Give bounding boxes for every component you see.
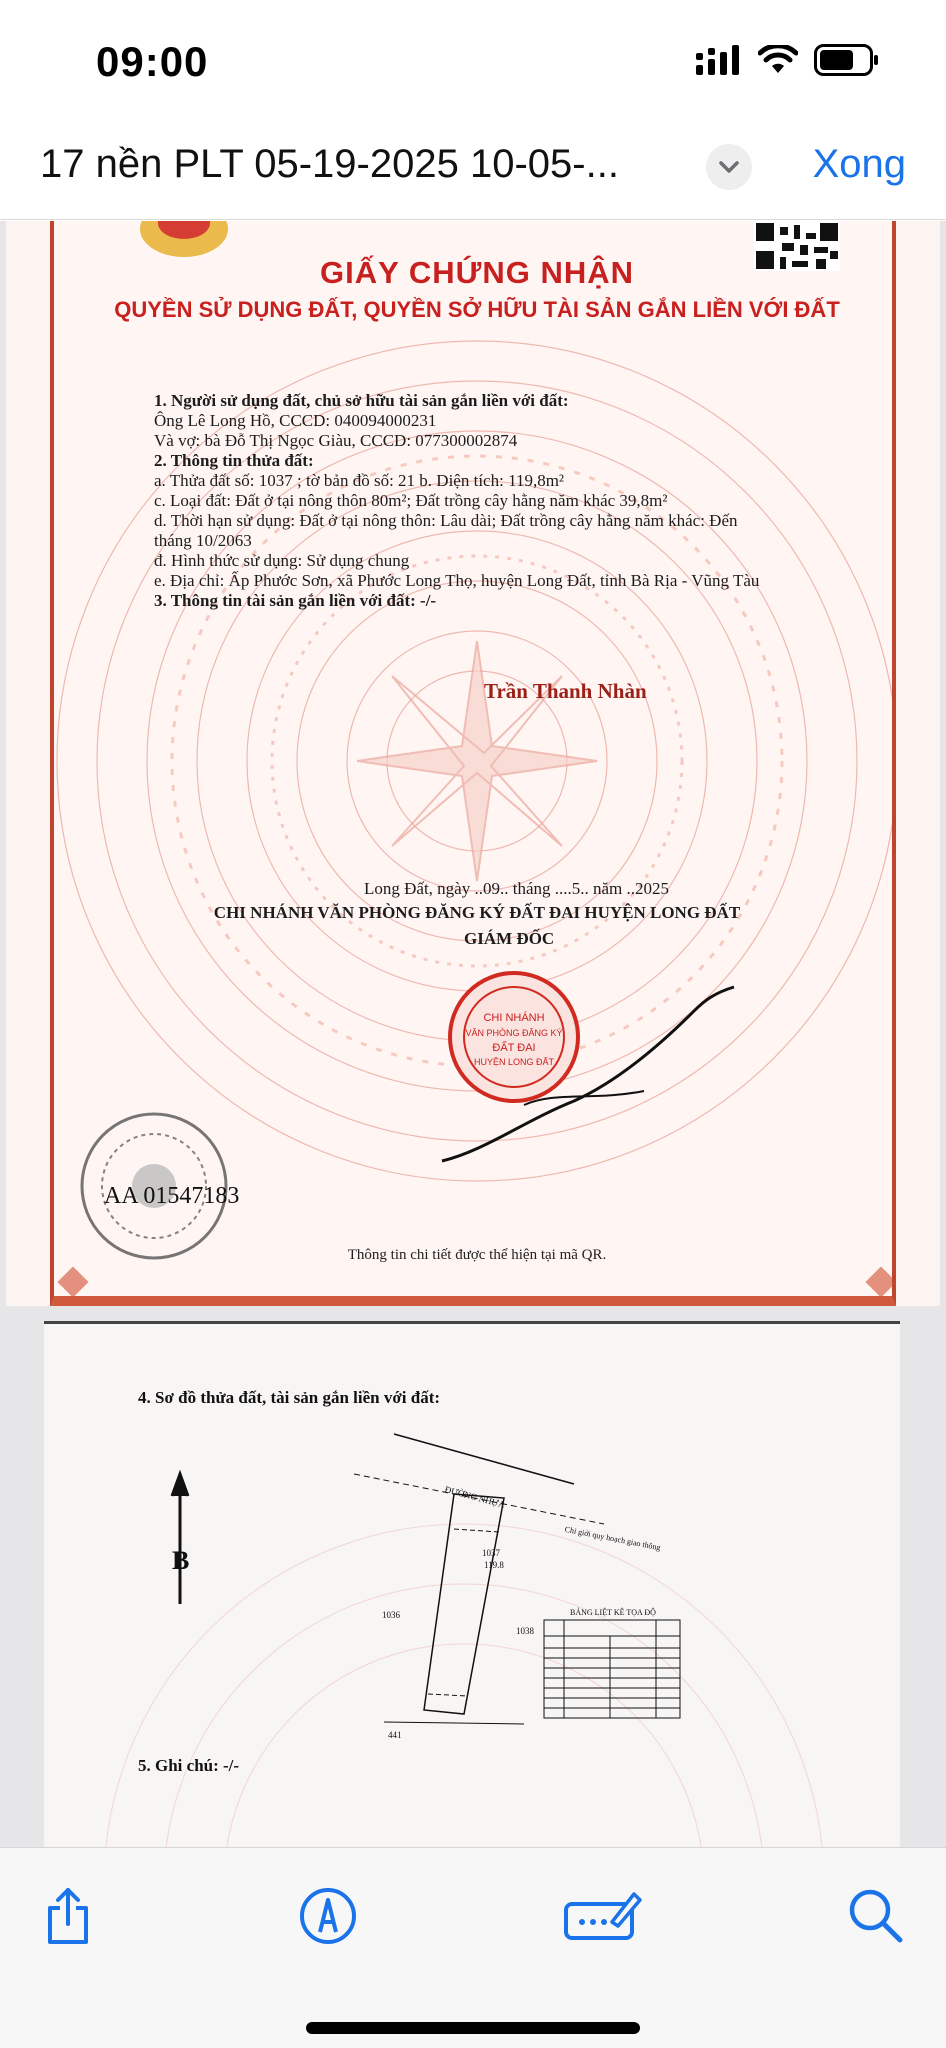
coordinate-table [544, 1620, 680, 1718]
status-bar [0, 0, 946, 120]
bottom-toolbar [0, 1847, 946, 2048]
document-title[interactable]: 17 nền PLT 05-19-2025 10-05-... [40, 142, 619, 186]
diagram-heading: 4. Sơ đồ thửa đất, tài sản gắn liền với đất: [138, 1388, 441, 1407]
page-2 [44, 1321, 900, 1847]
page-1 [6, 221, 940, 1306]
section-2-heading: 2. Thông tin thửa đất: [154, 451, 314, 470]
address-line: e. Địa chỉ: Ấp Phước Sơn, xã Phước Long Thọ, huyện Long Đất, tỉnh Bà Rịa - Vũng Tàu [154, 571, 760, 590]
qr-note: Thông tin chi tiết được thể hiện tại mã QR. [347, 1247, 607, 1263]
certificate-title: GIẤY CHỨNG NHẬN [320, 255, 634, 290]
term-line-1: d. Thời hạn sử dụng: Đất ở tại nông thôn: Lâu dài; Đất trồng cây hằng năm khác: Đến [154, 511, 738, 530]
north-label: B [172, 1546, 190, 1575]
status-icons [696, 44, 880, 76]
neighbor-bottom: 441 [388, 1730, 402, 1740]
svg-text:CHI NHÁNH: CHI NHÁNH [483, 1012, 545, 1024]
official-stamp [450, 973, 578, 1101]
table-title: BẢNG LIỆT KÊ TỌA ĐỘ [570, 1608, 656, 1617]
usage-form-line: đ. Hình thức sử dụng: Sử dụng chung [154, 551, 410, 570]
neighbor-right: 1038 [516, 1626, 534, 1636]
term-line-2: tháng 10/2063 [154, 531, 252, 550]
signature-icon[interactable] [562, 1884, 642, 1948]
owner-line: Ông Lê Long Hồ, CCCD: 040094000231 [154, 411, 437, 430]
svg-text:VĂN PHÒNG ĐĂNG KÝ: VĂN PHÒNG ĐĂNG KÝ [465, 1028, 563, 1038]
certificate-frame [50, 221, 896, 1306]
guilloche-background [54, 221, 896, 1306]
markup-icon[interactable] [296, 1884, 360, 1948]
wifi-icon [758, 45, 798, 75]
status-time: 09:00 [96, 38, 209, 85]
boundary-note: Chỉ giới quy hoạch giao thông [564, 1524, 662, 1553]
document-viewer[interactable] [0, 221, 946, 1847]
emblem [140, 221, 228, 257]
serial-number: AA 01547183 [104, 1183, 240, 1209]
north-arrow [172, 1474, 188, 1604]
certificate-body [154, 391, 854, 611]
signer-role: GIÁM ĐỐC [464, 929, 555, 948]
signal-icon [696, 45, 742, 75]
neighbor-left: 1036 [382, 1610, 400, 1620]
search-icon[interactable] [844, 1884, 908, 1948]
parcel-line: a. Thửa đất số: 1037 ; tờ bản đồ số: 21 b. Diện tích: 119,8m² [154, 471, 565, 490]
land-type-line: c. Loại đất: Đất ở tại nông thôn 80m²; Đất trồng cây hằng năm khác 39,8m² [154, 491, 668, 510]
spouse-line: Và vợ: bà Đỗ Thị Ngọc Giàu, CCCD: 077300002874 [154, 431, 518, 450]
road-label: ĐƯỜNG NHỰA [443, 1484, 506, 1510]
notes-heading: 5. Ghi chú: -/- [138, 1756, 240, 1775]
battery-icon [814, 44, 880, 76]
parcel-number: 1037 [482, 1548, 500, 1558]
issuing-office: CHI NHÁNH VĂN PHÒNG ĐĂNG KÝ ĐẤT ĐAI HUYỆN LONG ĐẤT [213, 903, 741, 922]
svg-text:HUYỆN LONG ĐẤT: HUYỆN LONG ĐẤT [473, 1057, 555, 1067]
nav-header [0, 120, 946, 220]
signer-name: Trần Thanh Nhàn [484, 679, 647, 703]
share-icon[interactable] [36, 1884, 100, 1948]
chevron-down-icon[interactable] [706, 144, 752, 190]
issue-date: Long Đất, ngày ..09.. tháng ....5.. năm ..2025 [364, 879, 670, 898]
section-3-line: 3. Thông tin tài sản gắn liền với đất: -/- [154, 591, 437, 610]
svg-text:ĐẤT ĐAI: ĐẤT ĐAI [492, 1042, 536, 1054]
parcel-area: 119.8 [484, 1560, 504, 1570]
done-button[interactable]: Xong [812, 142, 906, 186]
certificate-subtitle: QUYỀN SỬ DỤNG ĐẤT, QUYỀN SỞ HỮU TÀI SẢN GẮN LIỀN VỚI ĐẤT [114, 297, 840, 322]
home-indicator[interactable] [306, 2022, 640, 2034]
section-1-heading: 1. Người sử dụng đất, chủ sở hữu tài sản gắn liền với đất: [154, 391, 569, 410]
